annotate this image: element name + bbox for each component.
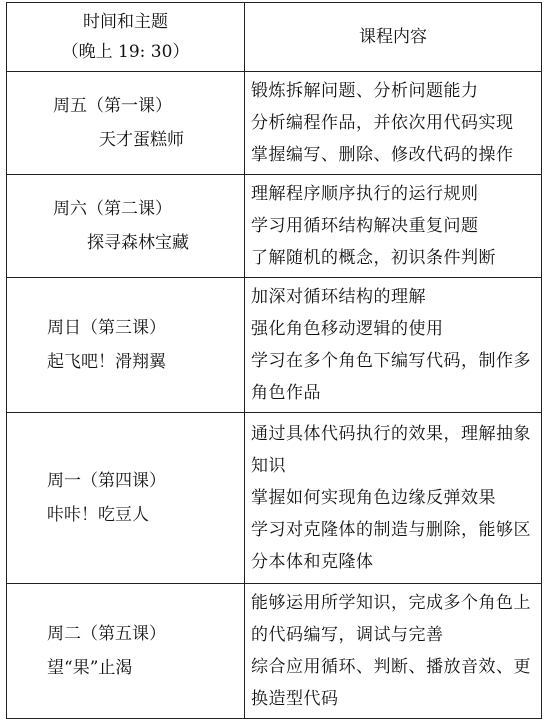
content-item: 锻炼拆解问题、分析问题能力 [251, 81, 479, 101]
day-topic-cell [7, 175, 245, 278]
topic-label: 咔咔！吃豆人 [47, 505, 149, 525]
topic-label: 探寻森林宝藏 [87, 233, 189, 253]
day-label: 周五（第一课） [53, 96, 172, 116]
content-item: 学习对克隆体的制造与删除，能够区分本体和克隆体 [251, 520, 531, 572]
content-item: 掌握编写、删除、修改代码的操作 [251, 145, 514, 165]
day-topic-cell [7, 278, 245, 413]
day-topic-cell [7, 72, 245, 175]
content-item: 学习用循环结构解决重复问题 [251, 216, 479, 236]
content-item: 加深对循环结构的理解 [251, 287, 426, 307]
day-label: 周日（第三课） [47, 318, 166, 338]
day-label: 周二（第五课） [47, 624, 166, 644]
day-label: 周六（第二课） [53, 199, 172, 219]
content-item: 学习在多个角色下编写代码，制作多角色作品 [251, 351, 531, 403]
content-item: 掌握如何实现角色边缘反弹效果 [251, 488, 496, 508]
table-row [7, 175, 542, 278]
content-cell [245, 175, 542, 278]
content-item: 通过具体代码执行的效果，理解抽象知识 [251, 424, 531, 476]
table-row [7, 413, 542, 584]
header-course-content: 课程内容 [245, 3, 542, 72]
content-item: 了解随机的概念，初识条件判断 [251, 248, 496, 268]
header-time-label: （晚上 19: 30） [61, 42, 190, 62]
table-row [7, 278, 542, 413]
day-topic-cell [7, 413, 245, 584]
content-cell [245, 72, 542, 175]
content-cell [245, 413, 542, 584]
topic-label: 望“果”止渴 [47, 658, 133, 678]
topic-label: 天才蛋糕师 [99, 130, 184, 150]
content-cell [245, 278, 542, 413]
table-header-row [7, 3, 542, 72]
content-item: 能够运用所学知识，完成多个角色上的代码编写，调试与完善 [251, 593, 531, 645]
content-item: 理解程序顺序执行的运行规则 [251, 184, 479, 204]
content-item: 强化角色移动逻辑的使用 [251, 319, 444, 339]
day-topic-cell [7, 584, 245, 719]
content-cell [245, 584, 542, 719]
course-schedule-table [6, 2, 542, 719]
topic-label: 起飞吧！滑翔翼 [47, 352, 166, 372]
table-row [7, 72, 542, 175]
header-time-topic-label: 时间和主题 [83, 12, 168, 32]
content-item: 分析编程作品，并依次用代码实现 [251, 113, 514, 133]
content-item: 综合应用循环、判断、播放音效、更换造型代码 [251, 657, 531, 709]
day-label: 周一（第四课） [47, 471, 166, 491]
header-time-topic [7, 3, 245, 72]
table-row [7, 584, 542, 719]
